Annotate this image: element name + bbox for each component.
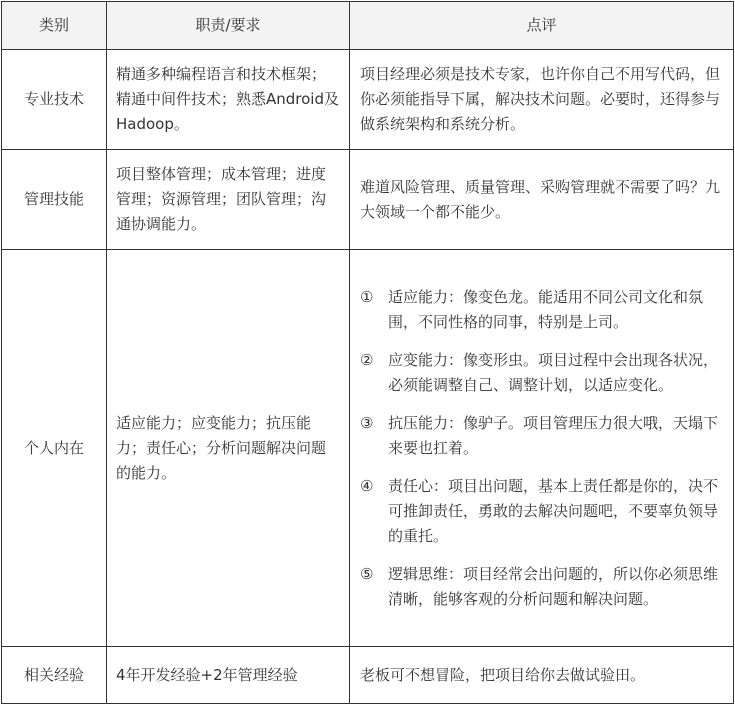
comment-list-item bbox=[360, 474, 723, 549]
comment-list-item bbox=[360, 348, 723, 398]
category-cell: 相关经验 bbox=[2, 647, 107, 704]
requirement-cell: 项目整体管理；成本管理；进度管理；资源管理；团队管理；沟通协调能力。 bbox=[107, 150, 350, 250]
category-cell: 专业技术 bbox=[2, 50, 107, 150]
table-header-row bbox=[2, 2, 734, 50]
item-text: 责任心：项目出问题，基本上责任都是你的，决不可推卸责任，勇敢的去解决问题吧，不要辜负领导的重托。 bbox=[388, 476, 719, 545]
category-cell: 管理技能 bbox=[2, 150, 107, 250]
table-row bbox=[2, 250, 734, 647]
item-number: ③ bbox=[360, 413, 374, 432]
item-number: ② bbox=[360, 350, 374, 369]
header-comment: 点评 bbox=[350, 2, 734, 50]
comment-list-item bbox=[360, 411, 723, 461]
table-row bbox=[2, 150, 734, 250]
category-cell: 个人内在 bbox=[2, 250, 107, 647]
comment-list-cell bbox=[350, 250, 734, 647]
comment-list-item bbox=[360, 285, 723, 335]
item-text: 抗压能力：像驴子。项目管理压力很大哦，天塌下来要也扛着。 bbox=[388, 413, 719, 457]
requirements-table bbox=[1, 1, 734, 704]
item-text: 适应能力：像变色龙。能适用不同公司文化和氛围，不同性格的同事，特别是上司。 bbox=[388, 287, 704, 331]
comment-cell: 难道风险管理、质量管理、采购管理就不需要了吗？九大领域一个都不能少。 bbox=[350, 150, 734, 250]
requirement-cell: 4年开发经验+2年管理经验 bbox=[107, 647, 350, 704]
requirement-cell: 适应能力；应变能力；抗压能力；责任心；分析问题解决问题的能力。 bbox=[107, 250, 350, 647]
header-category: 类别 bbox=[2, 2, 107, 50]
item-text: 应变能力：像变形虫。项目过程中会出现各状况，必须能调整自己、调整计划，以适应变化。 bbox=[388, 350, 719, 394]
requirement-cell: 精通多种编程语言和技术框架；精通中间件技术；熟悉Android及Hadoop。 bbox=[107, 50, 350, 150]
item-number: ⑤ bbox=[360, 564, 374, 583]
table-row bbox=[2, 647, 734, 704]
comment-cell: 老板可不想冒险，把项目给你去做试验田。 bbox=[350, 647, 734, 704]
item-number: ④ bbox=[360, 476, 374, 495]
comment-cell: 项目经理必须是技术专家，也许你自己不用写代码，但你必须能指导下属，解决技术问题。必要时，还得参与做系统架构和系统分析。 bbox=[350, 50, 734, 150]
header-requirement: 职责/要求 bbox=[107, 2, 350, 50]
comment-list-item bbox=[360, 562, 723, 612]
table-row bbox=[2, 50, 734, 150]
item-number: ① bbox=[360, 287, 374, 306]
item-text: 逻辑思维：项目经常会出问题的，所以你必须思维清晰，能够客观的分析问题和解决问题。 bbox=[388, 564, 719, 608]
